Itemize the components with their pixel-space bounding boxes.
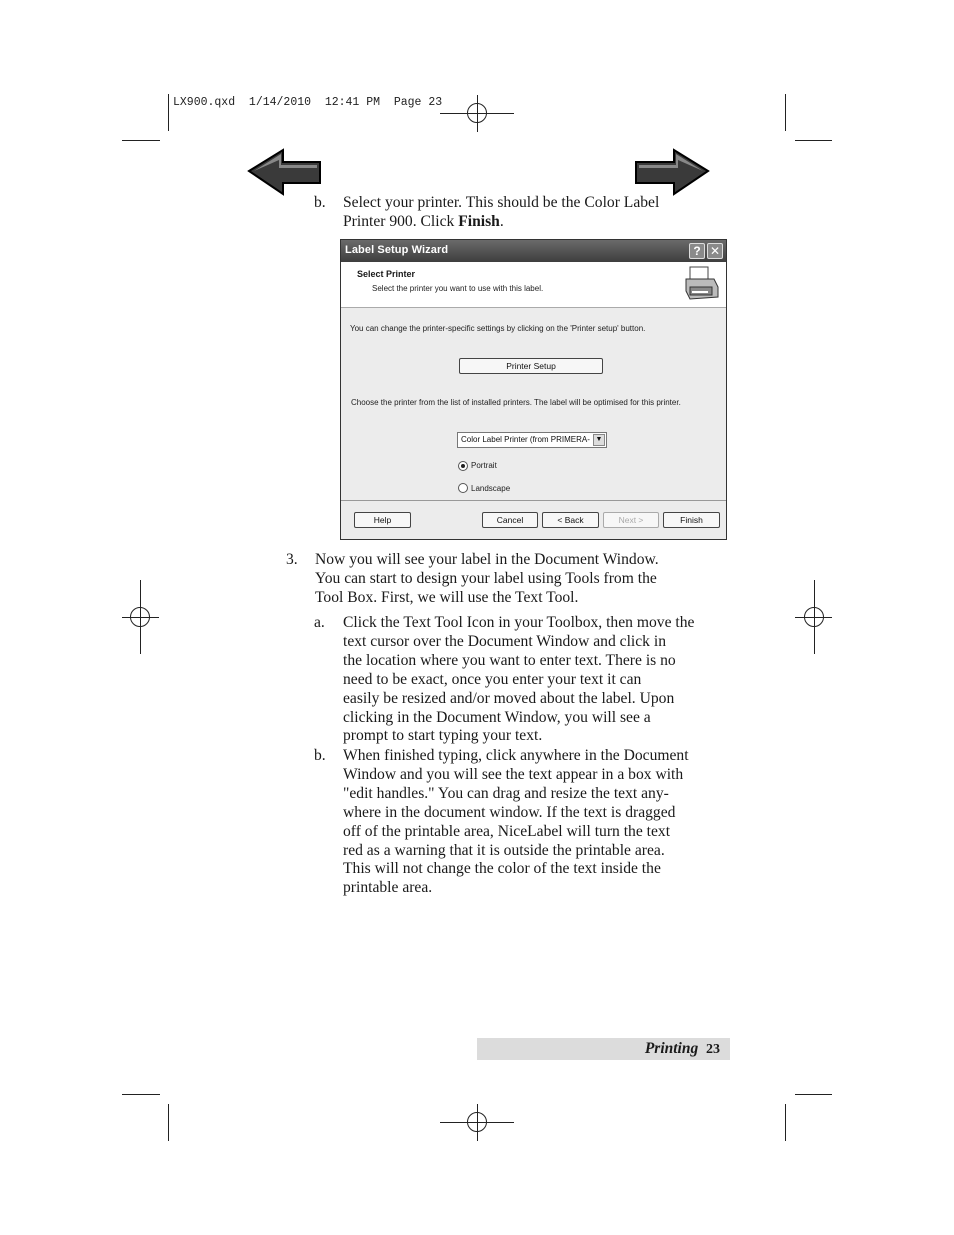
- step-b2-line: When finished typing, click anywhere in the Document: [343, 747, 689, 764]
- landscape-label: Landscape: [471, 484, 511, 493]
- step-a-line: easily be resized and/or moved about the label. Upon: [343, 689, 675, 707]
- crop-mark: [168, 1104, 169, 1141]
- text-run: Printer 900. Click: [343, 212, 459, 230]
- step-b-text: [343, 194, 659, 232]
- printer-icon: [684, 265, 720, 303]
- arrow-left-icon[interactable]: [246, 148, 324, 196]
- registration-circle: [130, 607, 150, 627]
- step-3-line: You can start to design your label using Tools from the: [315, 569, 657, 587]
- crop-mark: [122, 1094, 160, 1095]
- help-button[interactable]: Help: [354, 512, 411, 528]
- cancel-button[interactable]: Cancel: [482, 512, 538, 528]
- registration-circle: [467, 1112, 487, 1132]
- help-icon[interactable]: ?: [689, 243, 705, 259]
- printer-select-value: Color Label Printer (from PRIMERA-: [461, 435, 590, 444]
- step-3-label: 3.: [286, 551, 298, 568]
- dialog-footer-divider: [341, 500, 726, 501]
- step-b-line: [343, 213, 659, 232]
- step-3-line: Now you will see your label in the Document Window.: [315, 551, 659, 568]
- crop-mark: [168, 94, 169, 131]
- step-b2-line: red as a warning that it is outside the printable area.: [343, 841, 665, 859]
- dialog-titlebar: [341, 240, 726, 262]
- step-a-line: need to be exact, once you enter your text it can: [343, 670, 642, 688]
- crop-mark: [795, 1094, 832, 1095]
- label-setup-wizard-dialog: [340, 239, 727, 540]
- step-b-line: Select your printer. This should be the Color Label: [343, 194, 660, 211]
- finish-emphasis: Finish: [458, 212, 500, 230]
- wizard-header-subtitle: Select the printer you want to use with this label.: [372, 284, 544, 293]
- crop-mark: [785, 1104, 786, 1141]
- footer-text: [645, 1040, 720, 1058]
- step-a-line: Click the Text Tool Icon in your Toolbox, then move the: [343, 614, 695, 631]
- step-a-line: prompt to start typing your text.: [343, 727, 543, 745]
- printer-settings-info: You can change the printer-specific settings by clicking on the 'Printer setup' button.: [350, 324, 646, 333]
- arrow-right-icon[interactable]: [633, 148, 711, 196]
- step-b2-line: where in the document window. If the text is dragged: [343, 803, 676, 821]
- step-3-text: [315, 551, 659, 608]
- step-b2-line: This will not change the color of the text inside the: [343, 860, 661, 878]
- step-b2-line: "edit handles." You can drag and resize the text any-: [343, 784, 669, 802]
- printer-setup-button[interactable]: Printer Setup: [459, 358, 603, 374]
- step-a-label: a.: [314, 614, 325, 631]
- dialog-title: Label Setup Wizard: [345, 244, 449, 256]
- print-slug: LX900.qxd 1/14/2010 12:41 PM Page 23: [173, 96, 443, 109]
- step-b2-label: b.: [314, 747, 326, 764]
- text-run: .: [499, 212, 504, 230]
- footer-section: Printing: [644, 1040, 699, 1057]
- step-b2-line: off of the printable area, NiceLabel will turn the text: [343, 822, 671, 840]
- step-b2-text: [343, 747, 689, 898]
- close-icon[interactable]: ✕: [707, 243, 723, 259]
- landscape-radio[interactable]: [458, 483, 468, 493]
- portrait-radio[interactable]: [458, 461, 468, 471]
- step-a-line: the location where you want to enter text. There is no: [343, 651, 676, 669]
- registration-circle: [804, 607, 824, 627]
- step-b2-line: printable area.: [343, 879, 433, 897]
- step-a-text: [343, 614, 694, 746]
- chevron-down-icon[interactable]: ▼: [593, 434, 605, 446]
- back-button[interactable]: < Back: [542, 512, 599, 528]
- finish-button[interactable]: Finish: [663, 512, 720, 528]
- step-b2-line: Window and you will see the text appear in a box with: [343, 765, 684, 783]
- step-a-line: clicking in the Document Window, you will see a: [343, 708, 651, 726]
- page-footer: [477, 1038, 730, 1060]
- wizard-header: [341, 262, 726, 308]
- crop-mark: [795, 140, 832, 141]
- crop-mark: [785, 94, 786, 131]
- step-a-line: text cursor over the Document Window and click in: [343, 632, 666, 650]
- printer-choose-info: Choose the printer from the list of installed printers. The label will be optimised for this printer.: [351, 398, 681, 407]
- printer-select[interactable]: [457, 432, 607, 448]
- crop-mark: [122, 140, 160, 141]
- page-number: 23: [706, 1042, 720, 1057]
- step-3-line: Tool Box. First, we will use the Text Tool.: [315, 588, 579, 606]
- portrait-label: Portrait: [471, 461, 497, 470]
- next-button[interactable]: Next >: [603, 512, 659, 528]
- registration-circle: [467, 103, 487, 123]
- step-b-label: b.: [314, 194, 326, 211]
- wizard-header-title: Select Printer: [357, 269, 416, 279]
